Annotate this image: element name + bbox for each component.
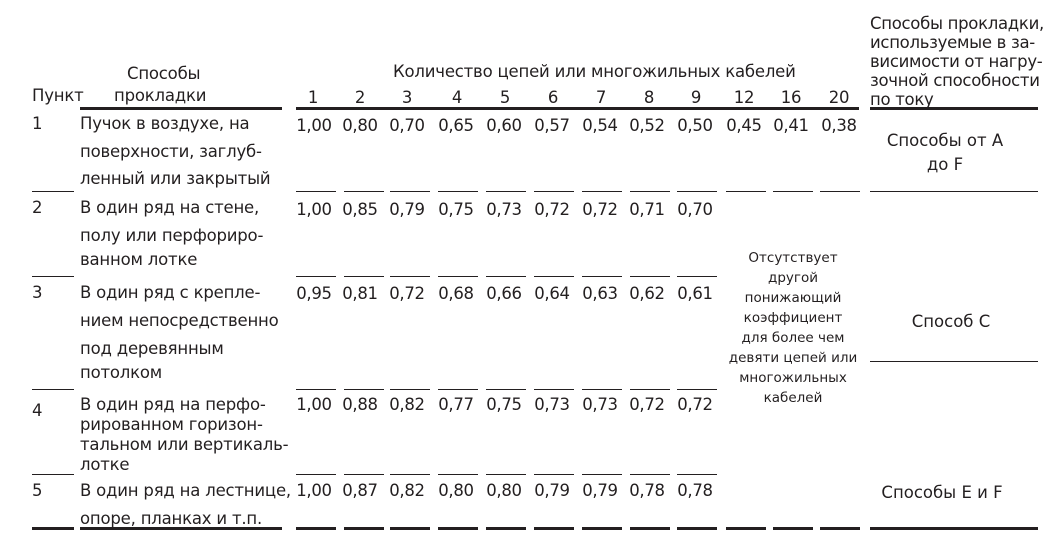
header-count-9: 9 [690,88,702,107]
row-value: 0,80 [486,481,522,500]
row-value: 0,72 [582,200,618,219]
footer-rule-value [438,527,478,530]
note-no-factor-line: кабелей [763,390,823,406]
row-value: 0,78 [629,481,665,500]
row-desc-line: В один ряд на перфо- [80,395,266,414]
note-no-factor-line: коэффициент [743,310,843,326]
row-value: 1,00 [296,395,332,414]
footer-rule-value [486,527,526,530]
note-no-factor-line: многожильных [739,370,847,386]
row-value: 0,68 [438,284,474,303]
separator-value [344,276,384,277]
separator-item [32,191,74,192]
header-right-text [870,14,1044,109]
note-no-factor-line: другой [767,270,819,286]
row-desc-line: ленный или закрытый [80,169,271,188]
header-right-line-3: висимости от нагру- [870,52,1043,71]
row-value: 0,54 [582,116,618,135]
separator-value [677,276,717,277]
row-value: 0,79 [582,481,618,500]
separator-value [296,389,336,390]
row-value: 0,75 [486,395,522,414]
separator-value [534,276,574,277]
separator-value [296,191,336,192]
footer-rule-value [390,527,430,530]
row-value: 0,73 [534,395,570,414]
separator-value [344,474,384,475]
separator-value [486,474,526,475]
footer-rule-value [773,527,813,530]
row-value: 1,00 [296,200,332,219]
footer-rule-value [296,527,336,530]
separator-value [582,389,622,390]
row-item-number: 2 [32,198,43,217]
row-desc-line: тальном или вертикаль- [80,435,289,454]
header-count-6: 6 [547,88,559,107]
row-desc-line: рированном горизон- [80,415,263,434]
separator-value [486,191,526,192]
note-no-factor-line: Отсутствует [748,250,838,266]
separator-item [32,389,74,390]
note-method-e-f: Способы Е и F [881,483,1003,502]
separator-value [677,474,717,475]
row-value: 0,72 [534,200,570,219]
row-value: 0,72 [389,284,425,303]
header-right-line-4: зочной способности [870,71,1040,90]
separator-value [486,276,526,277]
header-rule-desc [80,107,282,110]
row-value: 0,60 [486,116,522,135]
header-count-8: 8 [643,88,655,107]
row-value: 0,50 [677,116,713,135]
header-right-line-2: используемые в за- [870,33,1035,52]
row-value: 0,79 [389,200,425,219]
separator-value [438,191,478,192]
footer-rule-right [870,527,1038,530]
separator-value [820,191,860,192]
separator-value [486,389,526,390]
header-count-7: 7 [595,88,607,107]
row-desc-line: нием непосредственно [80,311,279,330]
row-value: 0,63 [582,284,618,303]
header-rule-counts [296,107,859,110]
separator-value [677,191,717,192]
row-value: 0,95 [296,284,332,303]
note-method-c: Способ С [911,312,991,331]
header-item: Пункт [32,86,84,105]
footer-rule-value [582,527,622,530]
row-value: 0,61 [677,284,713,303]
header-count-5: 5 [499,88,511,107]
row-value: 0,77 [438,395,474,414]
separator-item [32,474,74,475]
separator-value [438,474,478,475]
separator-value [582,474,622,475]
separator-value [296,474,336,475]
footer-rule-value [726,527,766,530]
row-value: 0,81 [342,284,378,303]
separator-value [773,191,813,192]
header-count-20: 20 [828,88,850,107]
separator-value [390,276,430,277]
row-value: 0,62 [629,284,665,303]
header-count-1: 1 [307,88,319,107]
row-value: 0,82 [389,395,425,414]
separator-value [344,191,384,192]
separator-value [582,276,622,277]
row-value: 0,72 [677,395,713,414]
row-value: 0,70 [677,200,713,219]
header-count-4: 4 [451,88,463,107]
note-no-factor-line: понижающий [744,290,842,306]
footer-rule-item [32,527,74,530]
row-desc-line: лотке [80,455,130,474]
row-value: 1,00 [296,481,332,500]
row-value: 0,41 [773,116,809,135]
row-desc-line: под деревянным [80,339,224,358]
row-item-number: 5 [32,481,43,500]
row-desc-line: В один ряд с крепле- [80,283,261,302]
note-no-factor-line: для более чем [741,330,845,346]
row-desc-line: потолком [80,363,163,382]
row-value: 0,38 [821,116,857,135]
note-method-a-f-line: до F [926,155,964,174]
row-item-number: 4 [32,401,43,420]
separator-right [870,361,1038,362]
row-desc-line: поверхности, заглуб- [80,142,262,161]
row-value: 0,80 [438,481,474,500]
row-item-number: 3 [32,283,43,302]
separator-value [296,276,336,277]
header-methods-line2: прокладки [114,86,207,105]
separator-right [870,191,1038,192]
row-desc-line: полу или перфориро- [80,226,264,245]
note-no-factor-line: девяти цепей или [728,350,858,366]
row-value: 0,73 [582,395,618,414]
separator-value [534,389,574,390]
separator-value [630,276,670,277]
footer-rule-value [344,527,384,530]
row-value: 0,45 [726,116,762,135]
row-desc-line: В один ряд на стене, [80,198,260,217]
row-value: 0,71 [629,200,665,219]
header-count-title: Количество цепей или многожильных кабелей [393,62,796,81]
footer-rule-value [820,527,860,530]
note-method-a-f-line: Способы от А [886,131,1004,150]
row-value: 0,64 [534,284,570,303]
row-value: 0,70 [389,116,425,135]
row-desc-line: ванном лотке [80,250,198,269]
separator-value [582,191,622,192]
row-value: 0,73 [486,200,522,219]
row-value: 0,80 [342,116,378,135]
separator-value [344,389,384,390]
row-desc-line: опоре, планках и т.п. [80,509,263,528]
footer-rule-desc [80,527,282,530]
separator-value [630,389,670,390]
note-no-factor [722,248,864,408]
separator-value [390,191,430,192]
row-value: 0,72 [629,395,665,414]
row-value: 0,87 [342,481,378,500]
row-value: 0,52 [629,116,665,135]
row-value: 0,85 [342,200,378,219]
header-right-line-1: Способы прокладки, [870,14,1044,33]
header-count-3: 3 [401,88,413,107]
row-desc-line: В один ряд на лестнице, [80,481,291,500]
separator-value [390,389,430,390]
separator-value [630,191,670,192]
separator-value [438,276,478,277]
header-rule-right [870,107,1038,110]
row-value: 0,57 [534,116,570,135]
separator-value [534,191,574,192]
header-count-2: 2 [354,88,366,107]
row-value: 0,78 [677,481,713,500]
row-value: 0,79 [534,481,570,500]
separator-value [390,474,430,475]
footer-rule-value [630,527,670,530]
separator-value [726,191,766,192]
row-desc-line: Пучок в воздухе, на [80,114,250,133]
header-count-16: 16 [780,88,802,107]
header-right-line-5: по току [870,90,934,109]
footer-rule-value [534,527,574,530]
row-value: 1,00 [296,116,332,135]
header-methods-line1: Способы [127,64,201,83]
row-value: 0,66 [486,284,522,303]
separator-value [677,389,717,390]
row-value: 0,88 [342,395,378,414]
separator-value [630,474,670,475]
header-count-12: 12 [733,88,755,107]
separator-item [32,276,74,277]
row-value: 0,75 [438,200,474,219]
separator-value [438,389,478,390]
row-value: 0,82 [389,481,425,500]
note-method-a-f [870,129,1020,177]
footer-rule-value [677,527,717,530]
separator-value [534,474,574,475]
row-value: 0,65 [438,116,474,135]
row-item-number: 1 [32,114,43,133]
